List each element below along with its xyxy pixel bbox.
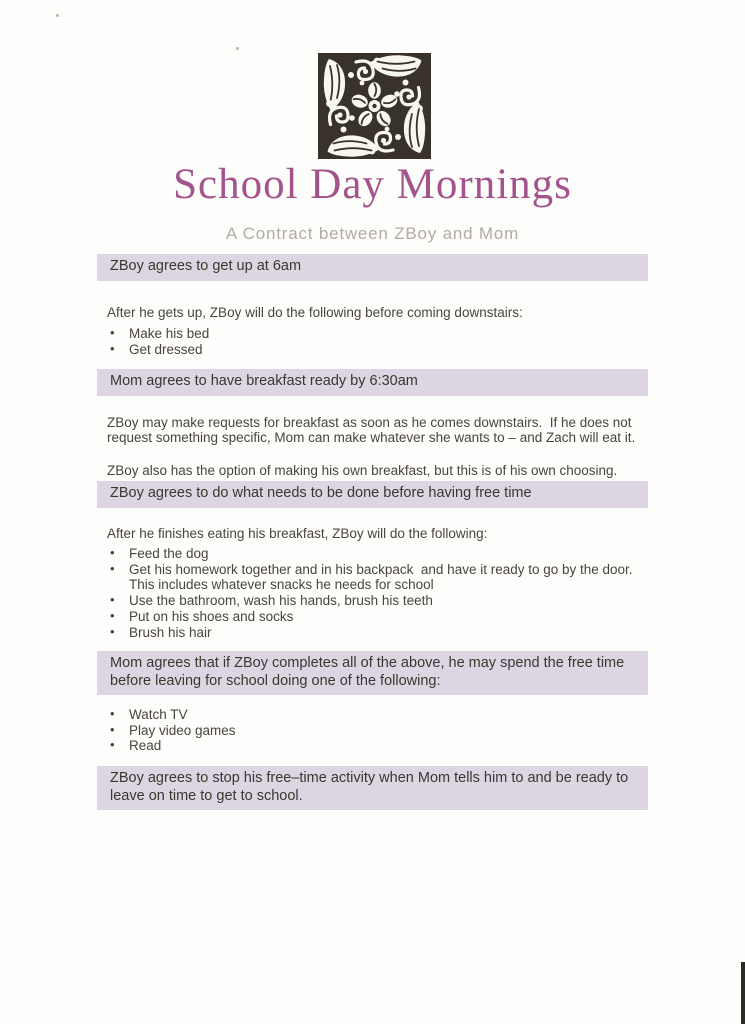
list-item: • Get dressed	[97, 342, 648, 358]
section-header-stop-activity: ZBoy agrees to stop his free–time activity when Mom tells him to and be ready to leave on time to get to school.	[97, 766, 648, 810]
floral-tile-ornament-icon	[318, 53, 431, 159]
list-item: • Use the bathroom, wash his hands, brush his teeth	[97, 593, 648, 609]
paragraph: After he finishes eating his breakfast, ZBoy will do the following:	[107, 525, 488, 541]
section-header-getup: ZBoy agrees to get up at 6am	[97, 254, 648, 281]
page-subtitle: A Contract between ZBoy and Mom	[225, 224, 520, 243]
list-item: • Read	[97, 738, 648, 754]
scan-speck	[56, 14, 59, 17]
list-item: • Brush his hair	[97, 625, 648, 641]
list-item: • Get his homework together and in his backpack and have it ready to go by the door. This includes whatever snacks he needs for school	[97, 562, 648, 593]
scan-edge-artifact	[741, 962, 745, 1024]
section-header-free-time: Mom agrees that if ZBoy completes all of the above, he may spend the free time before leaving for school doing one of the following:	[97, 651, 648, 695]
section-header-breakfast: Mom agrees to have breakfast ready by 6:30am	[97, 369, 648, 396]
list-item: • Watch TV	[97, 707, 648, 723]
scan-speck	[236, 47, 239, 50]
bullet-list-chores	[97, 546, 648, 640]
bullet-list-free-time	[97, 707, 648, 754]
list-item: • Make his bed	[97, 326, 648, 342]
list-item: • Play video games	[97, 723, 648, 739]
paragraph: After he gets up, ZBoy will do the following before coming downstairs:	[107, 304, 523, 320]
page-title: School Day Mornings	[173, 161, 572, 208]
bullet-list-morning	[97, 326, 648, 357]
list-item: • Put on his shoes and socks	[97, 609, 648, 625]
paragraph: ZBoy also has the option of making his own breakfast, but this is of his own choosing.	[107, 462, 618, 478]
list-item: • Feed the dog	[97, 546, 648, 562]
paragraph: ZBoy may make requests for breakfast as soon as he comes downstairs. If he does not request something specific, Mom can make whatever she wants to – and Zach will eat it.	[107, 414, 636, 446]
section-header-before-free-time: ZBoy agrees to do what needs to be done before having free time	[97, 481, 648, 508]
